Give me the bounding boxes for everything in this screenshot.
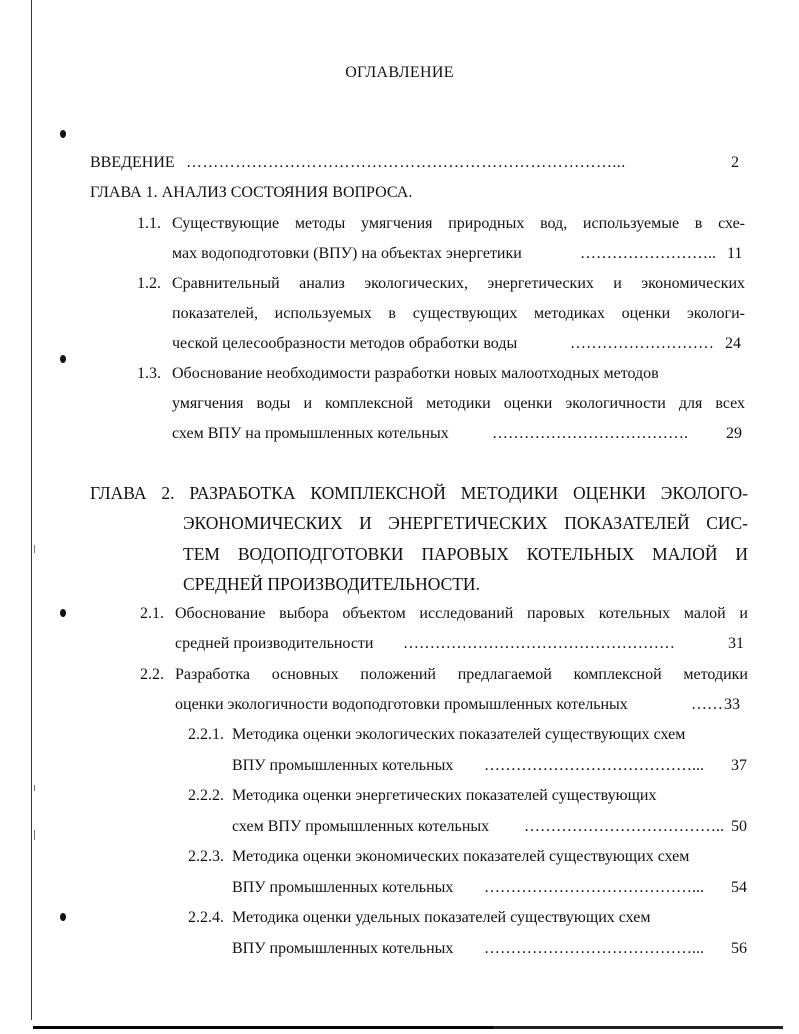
toc-section-2-2-line-1: Разработка основных положений предлагаемой комплексной методики xyxy=(175,666,748,683)
page-title: ОГЛАВЛЕНИЕ xyxy=(345,64,454,81)
toc-section-1-3-line-3: схем ВПУ на промышленных котельных xyxy=(172,425,449,442)
toc-section-2-2-1-line-2: ВПУ промышленных котельных xyxy=(232,757,454,774)
toc-section-1-1-page: 11 xyxy=(727,245,743,262)
toc-section-number: 2.2.1. xyxy=(188,726,224,743)
toc-section-2-2-2-page: 50 xyxy=(731,818,747,835)
toc-leader-dots: …………………………………... xyxy=(484,879,704,896)
toc-leader-dots: …………………….. xyxy=(580,245,716,262)
toc-section-number: 1.2. xyxy=(137,275,161,292)
binder-hole-mark xyxy=(60,130,66,138)
toc-section-2-2-1-page: 37 xyxy=(731,757,747,774)
toc-section-1-2-line-1: Сравнительный анализ экологических, энергетических и экономических xyxy=(172,275,745,292)
toc-leader-dots: ………………………………. xyxy=(492,425,688,442)
binder-hole-mark xyxy=(60,913,66,921)
toc-intro-page: 2 xyxy=(731,154,739,171)
toc-section-2-2-3-line-2: ВПУ промышленных котельных xyxy=(232,879,454,896)
toc-section-1-3-line-2: умягчения воды и комплексной методики оценки экологичности для всех xyxy=(172,395,745,412)
toc-section-2-2-4-line-2: ВПУ промышленных котельных xyxy=(232,940,454,957)
toc-section-2-1-page: 31 xyxy=(728,635,744,652)
toc-section-2-2-3-line-1: Методика оценки экономических показателей существующих схем xyxy=(232,848,690,865)
binder-hole-mark xyxy=(60,355,66,363)
toc-section-1-2-line-3: ческой целесообразности методов обработки воды xyxy=(172,335,518,352)
toc-section-1-2-page: 24 xyxy=(725,335,741,352)
toc-section-2-2-page: 33 xyxy=(724,696,740,713)
toc-section-number: 2.1. xyxy=(140,605,164,622)
scan-artifact xyxy=(34,830,35,840)
toc-section-2-2-4-line-1: Методика оценки удельных показателей существующих схем xyxy=(232,909,651,926)
toc-section-1-3-page: 29 xyxy=(726,425,742,442)
toc-section-2-1-line-2: средней производительности xyxy=(175,635,374,652)
toc-leader-dots: …………………………………... xyxy=(484,757,704,774)
toc-section-1-1-line-1: Существующие методы умягчения природных вод, используемые в схе- xyxy=(172,215,745,232)
toc-leader-dots: …………………………………………… xyxy=(403,635,675,652)
scan-bottom-border xyxy=(33,1026,783,1029)
toc-section-number: 2.2.4. xyxy=(188,909,224,926)
toc-section-number: 2.2. xyxy=(140,666,164,683)
toc-chapter-2-heading-line-2: ЭКОНОМИЧЕСКИХ И ЭНЕРГЕТИЧЕСКИХ ПОКАЗАТЕЛЕЙ СИС- xyxy=(183,513,748,533)
toc-chapter-2-heading-line-3: ТЕМ ВОДОПОДГОТОВКИ ПАРОВЫХ КОТЕЛЬНЫХ МАЛОЙ И xyxy=(183,544,748,564)
toc-section-2-2-3-page: 54 xyxy=(731,879,747,896)
toc-section-1-2-line-2: показателей, используемых в существующих методиках оценки экологи- xyxy=(172,305,745,322)
toc-section-2-1-line-1: Обоснование выбора объектом исследований паровых котельных малой и xyxy=(175,605,748,622)
toc-chapter-2-heading-line-4: СРЕДНЕЙ ПРОИЗВОДИТЕЛЬНОСТИ. xyxy=(183,574,480,594)
toc-chapter-1-heading: ГЛАВА 1. АНАЛИЗ СОСТОЯНИЯ ВОПРОСА. xyxy=(90,184,413,201)
toc-section-number: 2.2.3. xyxy=(188,848,224,865)
scan-artifact xyxy=(34,545,35,553)
toc-leader-dots: …………………………………... xyxy=(484,940,704,957)
toc-leader-dots: ……………………… xyxy=(570,335,714,352)
scan-left-border xyxy=(31,0,32,1020)
toc-section-1-1-line-2: мах водоподготовки (ВПУ) на объектах энергетики xyxy=(172,245,522,262)
toc-intro-label: ВВЕДЕНИЕ xyxy=(90,154,175,171)
toc-section-2-2-4-page: 56 xyxy=(731,940,747,957)
toc-leader-dots: ……………………………….. xyxy=(524,818,724,835)
toc-section-number: 1.3. xyxy=(137,365,161,382)
toc-leader-dots: ……………………………………………………………………... xyxy=(186,154,626,171)
toc-section-number: 1.1. xyxy=(137,215,161,232)
toc-section-number: 2.2.2. xyxy=(188,787,224,804)
toc-section-2-2-2-line-2: схем ВПУ промышленных котельных xyxy=(232,818,490,835)
toc-leader-dots: …… xyxy=(691,696,723,713)
scan-artifact xyxy=(34,785,35,791)
toc-section-1-3-line-1: Обоснование необходимости разработки новых малоотходных методов xyxy=(172,365,659,382)
toc-section-2-2-2-line-1: Методика оценки энергетических показателей существующих xyxy=(232,787,657,804)
toc-section-2-2-line-2: оценки экологичности водоподготовки промышленных котельных xyxy=(175,696,628,713)
toc-chapter-2-heading-line-1: ГЛАВА 2. РАЗРАБОТКА КОМПЛЕКСНОЙ МЕТОДИКИ ОЦЕНКИ ЭКОЛОГО- xyxy=(90,483,748,503)
toc-section-2-2-1-line-1: Методика оценки экологических показателей существующих схем xyxy=(232,726,686,743)
binder-hole-mark xyxy=(60,609,66,617)
